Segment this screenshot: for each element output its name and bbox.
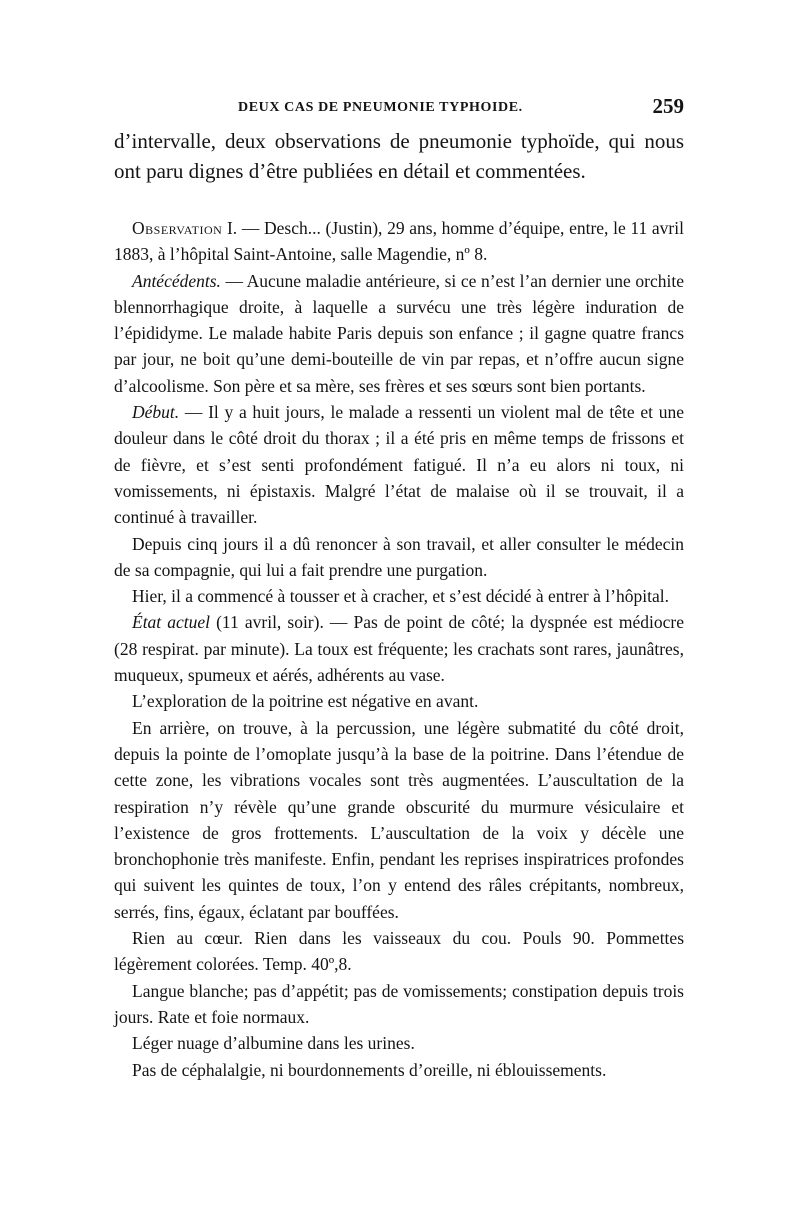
etat-paragraph (114, 609, 684, 688)
depuis-paragraph: Depuis cinq jours il a dû renoncer à son travail, et aller consulter le médecin de sa compagnie, qui lui a fait prendre une purgation. (114, 533, 684, 580)
coeur-paragraph: Rien au cœur. Rien dans les vaisseaux du cou. Pouls 90. Pommettes légèrement colorées. Temp. 40º,8. (114, 928, 684, 975)
arriere-paragraph: En arrière, on trouve, à la percussion, une légère submatité du côté droit, depuis la pointe de l’omoplate jusqu’à la base de la poitrine. Dans l’étendue de cette zone, les vibrations vocales sont très augmentées. L’auscultation de la respiration n’y révèle qu’une grande obscurité du murmure vésiculaire et l’existence de gros frottements. L’auscultation de la voix y décèle une bronchophonie très manifeste. Enfin, pendant les reprises inspiratrices profondes qui suivent les quintes de toux, l’on y entend des râles crépitants, nombreux, serrés, fins, égaux, éclatant par bouffées. (114, 717, 684, 922)
intro-paragraph: d’intervalle, deux observations de pneumonie typhoïde, qui nous ont paru dignes d’être publiées en détail et commentées. (114, 129, 684, 183)
page-number: 259 (652, 94, 684, 118)
hier-paragraph: Hier, il a commencé à tousser et à cracher, et s’est décidé à entrer à l’hôpital. (132, 586, 669, 607)
observation-text: I. — Desch... (Justin), 29 ans, homme d’équipe, entre, le 11 avril 1883, à l’hôpital Saint-Antoine, salle Magendie, nº 8. (114, 218, 684, 265)
debut-text: — Il y a huit jours, le malade a ressenti un violent mal de tête et une douleur dans le côté droit du thorax ; il a été pris en même temps de frissons et de fièvre, et s’est senti profondément fatigué. Il n’a eu alors ni toux, ni vomissements, ni épistaxis. Malgré l’état de malaise où il se trouvait, il a continué à travailler. (114, 402, 684, 528)
antecedents-label: Antécédents. (132, 270, 221, 291)
debut-paragraph (114, 399, 684, 530)
debut-label: Début. (132, 402, 180, 423)
etat-text: (11 avril, soir). — Pas de point de côté; la dyspnée est médiocre (28 respirat. par minute). La toux est fréquente; les crachats sont rares, jaunâtres, muqueux, spumeux et aérés, adhérents au vase. (114, 612, 684, 686)
body-text (114, 126, 684, 1083)
exploration-paragraph: L’exploration de la poitrine est négative en avant. (132, 691, 479, 712)
observation-paragraph (114, 215, 684, 268)
observation-label: Observation (132, 218, 223, 238)
running-head (114, 94, 684, 124)
antecedents-paragraph (114, 268, 684, 399)
etat-label: État actuel (132, 612, 211, 633)
nuage-paragraph: Léger nuage d’albumine dans les urines. (132, 1033, 415, 1054)
cephalalgie-paragraph: Pas de céphalalgie, ni bourdonnements d’oreille, ni éblouissements. (132, 1059, 607, 1080)
antecedents-text: — Aucune maladie antérieure, si ce n’est l’an dernier une orchite blennorrhagique droite, à laquelle a survécu une très légère induration de l’épididyme. Le malade habite Paris depuis son enfance ; il gagne quatre francs par jour, ne boit qu’une demi-bouteille de vin par repas, et n’offre aucun signe d’alcoolisme. Son père et sa mère, ses frères et ses sœurs sont bien portants. (114, 270, 684, 396)
running-head-title: DEUX CAS DE PNEUMONIE TYPHOIDE. (238, 100, 523, 115)
langue-paragraph: Langue blanche; pas d’appétit; pas de vomissements; constipation depuis trois jours. Rate et foie normaux. (114, 980, 684, 1027)
